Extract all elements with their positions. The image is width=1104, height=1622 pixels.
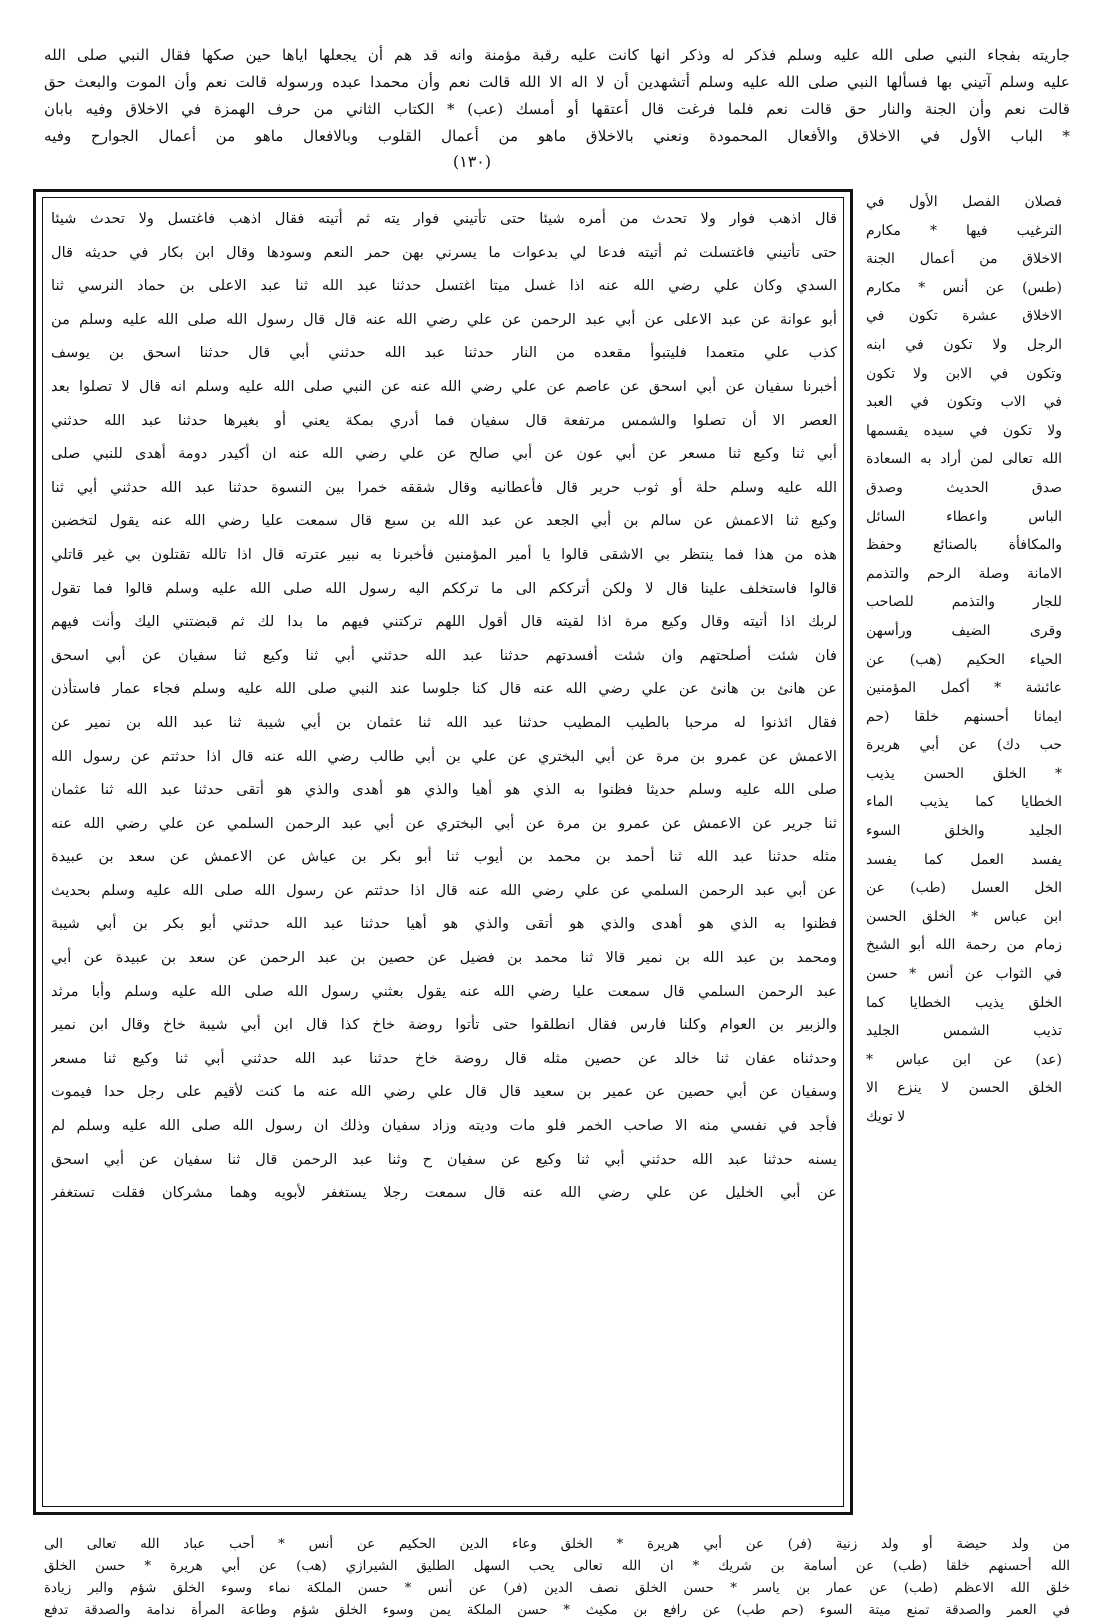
main-line: فقال ائذنوا له مرحبا بالطيب المطيب حدثنا عبد الله ثنا عثمان بن أبي شيبة ثنا عبد الله بن نمير عن [51, 713, 837, 731]
top-line: * الباب الأول في الاخلاق والأفعال المحمودة ونعني بالاخلاق ماهو من أعمال القلوب وبالافعال ماهو من أعمال الجوارح وفيه [44, 127, 1070, 145]
main-line: عن أبي الخليل عن علي رضي الله عنه قال سمعت رجلا يستغفر لأبويه وهما مشركان فقلت تستغفر [51, 1184, 837, 1202]
main-line [51, 1210, 837, 1244]
main-line: وسفيان عن أبي حصين عن عمير بن سعيد قال قال علي رضي الله عنه ما كنت لأقيم على رجل حدا فيموت [51, 1083, 837, 1101]
margin-line: ولا تكون في سيده يقسمها [866, 422, 1062, 439]
main-line: ثنا جرير عن الاعمش عن عمرو بن مرة عن أبي البختري عن أبي عبد الرحمن السلمي عن علي رضي الله عنه [51, 814, 837, 832]
bottom-line: في العمر والصدقة تمنع ميتة السوء (حم طب) عن رافع بن مكيث * حسن الملكة يمن وسوء الخلق شؤم وطاعة المرأة ندامة والصدقة تدفع [44, 1603, 1070, 1618]
margin-line: الاخلاق عشرة تكون في [866, 308, 1062, 325]
main-line: أخبرنا سفيان عن أبي اسحق عن عاصم عن علي رضي الله عنه عن النبي صلى الله عليه وسلم انه قال لا تصلوا بعد [51, 377, 837, 395]
margin-line: الخلق الحسن لا ينزع الا [866, 1080, 1062, 1097]
main-line: فان شئت أصلحتهم وان شئت أفسدتهم حدثنا عبد الله حدثني أبي ثنا وكيع ثنا سفيان عن أبي اسحق [51, 646, 837, 664]
margin-line: (عد) عن ابن عباس * [866, 1051, 1062, 1068]
top-text-block [44, 42, 1070, 150]
main-line: أبو عوانة عن عبد الاعلى عن أبي عبد الرحمن عن علي رضي الله عنه قال قال رسول الله صلى الله عليه وسلم من [51, 310, 837, 328]
top-line: جاريته بفجاء النبي صلى الله عليه وسلم فذكر له وذكر انها كانت عليه رقبة مؤمنة وانه قد هم أن يجعلها اياها حين صكها فقال النبي صلى الله [44, 46, 1070, 64]
margin-line: تذيب الشمس الجليد [866, 1023, 1062, 1040]
margin-line: وتكون في الابن ولا تكون [866, 365, 1062, 382]
main-line: عن أبي عبد الرحمن السلمي عن علي رضي الله عنه قال اذا حدثتم عن رسول الله صلى الله عليه وسلم بحديث [51, 881, 837, 899]
margin-line: حب دك) عن أبي هريرة [866, 737, 1062, 754]
main-line: هذه من هذا فما ينتظر بي الاشقى قالوا يا أمير المؤمنين فأخبرنا به نبير عترته قال اذا تالله تقتلون بي غير قاتلي [51, 545, 837, 563]
margin-line: لا تويك [866, 1109, 906, 1125]
main-line: وكيع ثنا الاعمش عن سالم بن أبي الجعد عن عبد الله بن سبع قال سمعت عليا رضي الله عنه يقول لتخضبن [51, 512, 837, 530]
main-line: العصر الا أن تصلوا والشمس مرتفعة قال سفيان فما أدري بمكة يعني أو بغيرها حدثنا عبد الله حدثني [51, 411, 837, 429]
main-line: وحدثناه عفان ثنا خالد عن حصين مثله قال روضة خاخ حدثنا عبد الله حدثني أبي ثنا وكيع ثنا مسعر [51, 1049, 837, 1067]
margin-line: وقرى الضيف ورأسهن [866, 622, 1062, 639]
page-number: (١٣٠) [452, 152, 492, 171]
margin-line: الترغيب فيها * مكارم [866, 222, 1062, 239]
margin-line: الله تعالى لمن أراد به السعادة [866, 451, 1062, 468]
margin-line: ابن عباس * الخلق الحسن [866, 908, 1062, 925]
main-line: ومحمد بن عبد الله بن نمير قالا ثنا محمد بن فضيل عن حصين بن عبد الرحمن عن سعد بن عبيدة عن أبي [51, 949, 837, 967]
top-line: عليه وسلم آتيني بها فسألها النبي صلى الله عليه وسلم أتشهدين أن لا اله الا الله قالت نعم وأن محمدا عبده ورسوله قالت نعم وأن الموت والبعث حق [44, 73, 1070, 91]
margin-line: للجار والتذمم للصاحب [866, 594, 1062, 611]
top-line: قالت نعم وأن الجنة والنار حق قالت نعم فلما فرغت قال أعتقها أو أمسك (عب) * الكتاب الثاني من حرف الهمزة في الاخلاق وفيه بابان [44, 100, 1070, 118]
margin-line: يفسد العمل كما يفسد [866, 851, 1062, 868]
main-text-column [51, 202, 837, 1243]
margin-line: (طس) عن أنس * مكارم [866, 279, 1062, 296]
main-line: مثله حدثنا عبد الله ثنا أحمد بن محمد بن أيوب ثنا أبو بكر بن عياش عن الاعمش عن سعد بن عبيدة [51, 848, 837, 866]
margin-line: في الاب وتكون في العبد [866, 394, 1062, 411]
main-line: كذب علي متعمدا فليتبوأ مقعده من النار حدثنا عبد الله حدثني أبي قال حدثنا اسحق بن يوسف [51, 344, 837, 362]
margin-line: عائشة * أكمل المؤمنين [866, 680, 1062, 697]
main-line: السدي وكان علي رضي الله عنه اذا غسل ميتا اغتسل حدثنا عبد الله ثنا عبد الاعلى بن حماد النرسي ثنا [51, 277, 837, 295]
main-line: والزبير بن العوام وكلنا فارس فقال انطلقوا حتى تأتوا روضة خاخ كذا قال ابن أبي شيبة خاخ وقال ابن نمير [51, 1016, 837, 1034]
main-line: الله عليه وسلم حلة أو ثوب حرير قال فأعطانيه وقال شققه خمرا بين النسوة حدثنا عبد الله حدثني أبي ثنا [51, 478, 837, 496]
margin-line: الحياء الحكيم (هب) عن [866, 651, 1062, 668]
bottom-line: الله أحسنهم خلقا (طب) عن أسامة بن شريك * ان الله تعالى يحب السهل الطليق الشيرازي (هب) عن أبي هريرة * حسن الخلق [44, 1559, 1070, 1574]
margin-line: الباس واعطاء السائل [866, 508, 1062, 525]
margin-line: فصلان الفصل الأول في [866, 194, 1062, 210]
main-line: قال اذهب فوار ولا تحدث من أمره شيئا حتى تأتيني فوار يته ثم أتيته فقال اذهب فاغتسل ولا تحدث شيئا [51, 210, 837, 227]
margin-line: ايمانا أحسنهم خلقا (حم [866, 708, 1062, 725]
main-line: فظنوا به الذي هو أهدى والذي هو أتقى والذي هو أهيا حدثنا عبد الله حدثني أبو بكر بن أبي شيبة [51, 915, 837, 933]
margin-line: * الخلق الحسن يذيب [866, 765, 1062, 782]
margin-line: الخطايا كما يذيب الماء [866, 794, 1062, 811]
margin-line: الخلق يذيب الخطايا كما [866, 994, 1062, 1011]
main-line: حتى تأتيني فاغتسلت ثم أتيته فدعا لي بدعوات ما يسرني بهن حمر النعم وسودها وقال ابن بكار في حديثه قال [51, 243, 837, 261]
main-line: يسنه حدثنا عبد الله حدثني أبي ثنا وكيع عن سفيان ح وثنا عبد الرحمن قال ثنا سفيان عن أبي اسحق [51, 1150, 837, 1168]
margin-commentary-column [866, 188, 1062, 1132]
main-line: قالوا فاستخلف علينا قال لا ولكن أترككم الى ما ترككم اليه رسول الله صلى الله عليه وسلم قالوا فما تقول [51, 579, 837, 597]
margin-line: صدق الحديث وصدق [866, 479, 1062, 496]
main-line: عن هانئ بن هانئ عن علي رضي الله عنه قال كنا جلوسا عند النبي صلى الله عليه وسلم فجاء عمار فاستأذن [51, 680, 837, 698]
margin-line: الخل العسل (طب) عن [866, 880, 1062, 897]
margin-line: الاخلاق من أعمال الجنة [866, 251, 1062, 268]
main-line: الاعمش عن عمرو بن مرة عن أبي البختري عن علي بن أبي طالب رضي الله عنه قال اذا حدثتم عن رسول الله [51, 747, 837, 765]
margin-line: والمكافأة بالصنائع وحفظ [866, 537, 1062, 554]
margin-line: في الثواب عن أنس * حسن [866, 966, 1062, 983]
bottom-line: خلق الله الاعظم (طب) عن عمار بن ياسر * حسن الخلق نصف الدين (فر) عن أنس * حسن الملكة نماء وسوء الخلق شؤم والبر زيادة [44, 1581, 1070, 1596]
main-line: فأجد في نفسي منه الا صاحب الخمر فلو مات وديته وزاد سفيان وذلك ان رسول الله صلى الله عليه وسلم لم [51, 1117, 837, 1135]
margin-line: الجليد والخلق السوء [866, 823, 1062, 840]
main-line: عبد الرحمن السلمي قال سمعت عليا رضي الله عنه يقول بعثني رسول الله صلى الله عليه وسلم وأبا مرثد [51, 982, 837, 1000]
main-line: أبي ثنا وكيع ثنا مسعر عن أبي عون عن أبي صالح عن علي رضي الله عنه ان أكيدر دومة أهدى للنبي صلى [51, 445, 837, 463]
margin-line: زمام من رحمة الله أبو الشيخ [866, 937, 1062, 954]
bottom-line: من ولد حيضة أو ولد زنية (فر) عن أبي هريرة * الخلق وعاء الدين الحكيم عن أنس * أحب عباد الله تعالى الى [44, 1537, 1070, 1552]
main-line: صلى الله عليه وسلم حديثا فظنوا به الذي هو أهيا والذي هو أهدى والذي هو أتقى حدثنا عبد الله ثنا عثمان [51, 781, 837, 799]
bottom-commentary-block [44, 1534, 1070, 1622]
margin-line: الرجل ولا تكون في ابنه [866, 336, 1062, 353]
margin-line: الامانة وصلة الرحم والتذمم [866, 565, 1062, 582]
main-line: لربك اذا أتيته وقال وكيع مرة اذا لقيته قال أقول اللهم تركتني فيهم ما بدا لك ثم قبضتني اليك وأنت فيهم [51, 613, 837, 631]
